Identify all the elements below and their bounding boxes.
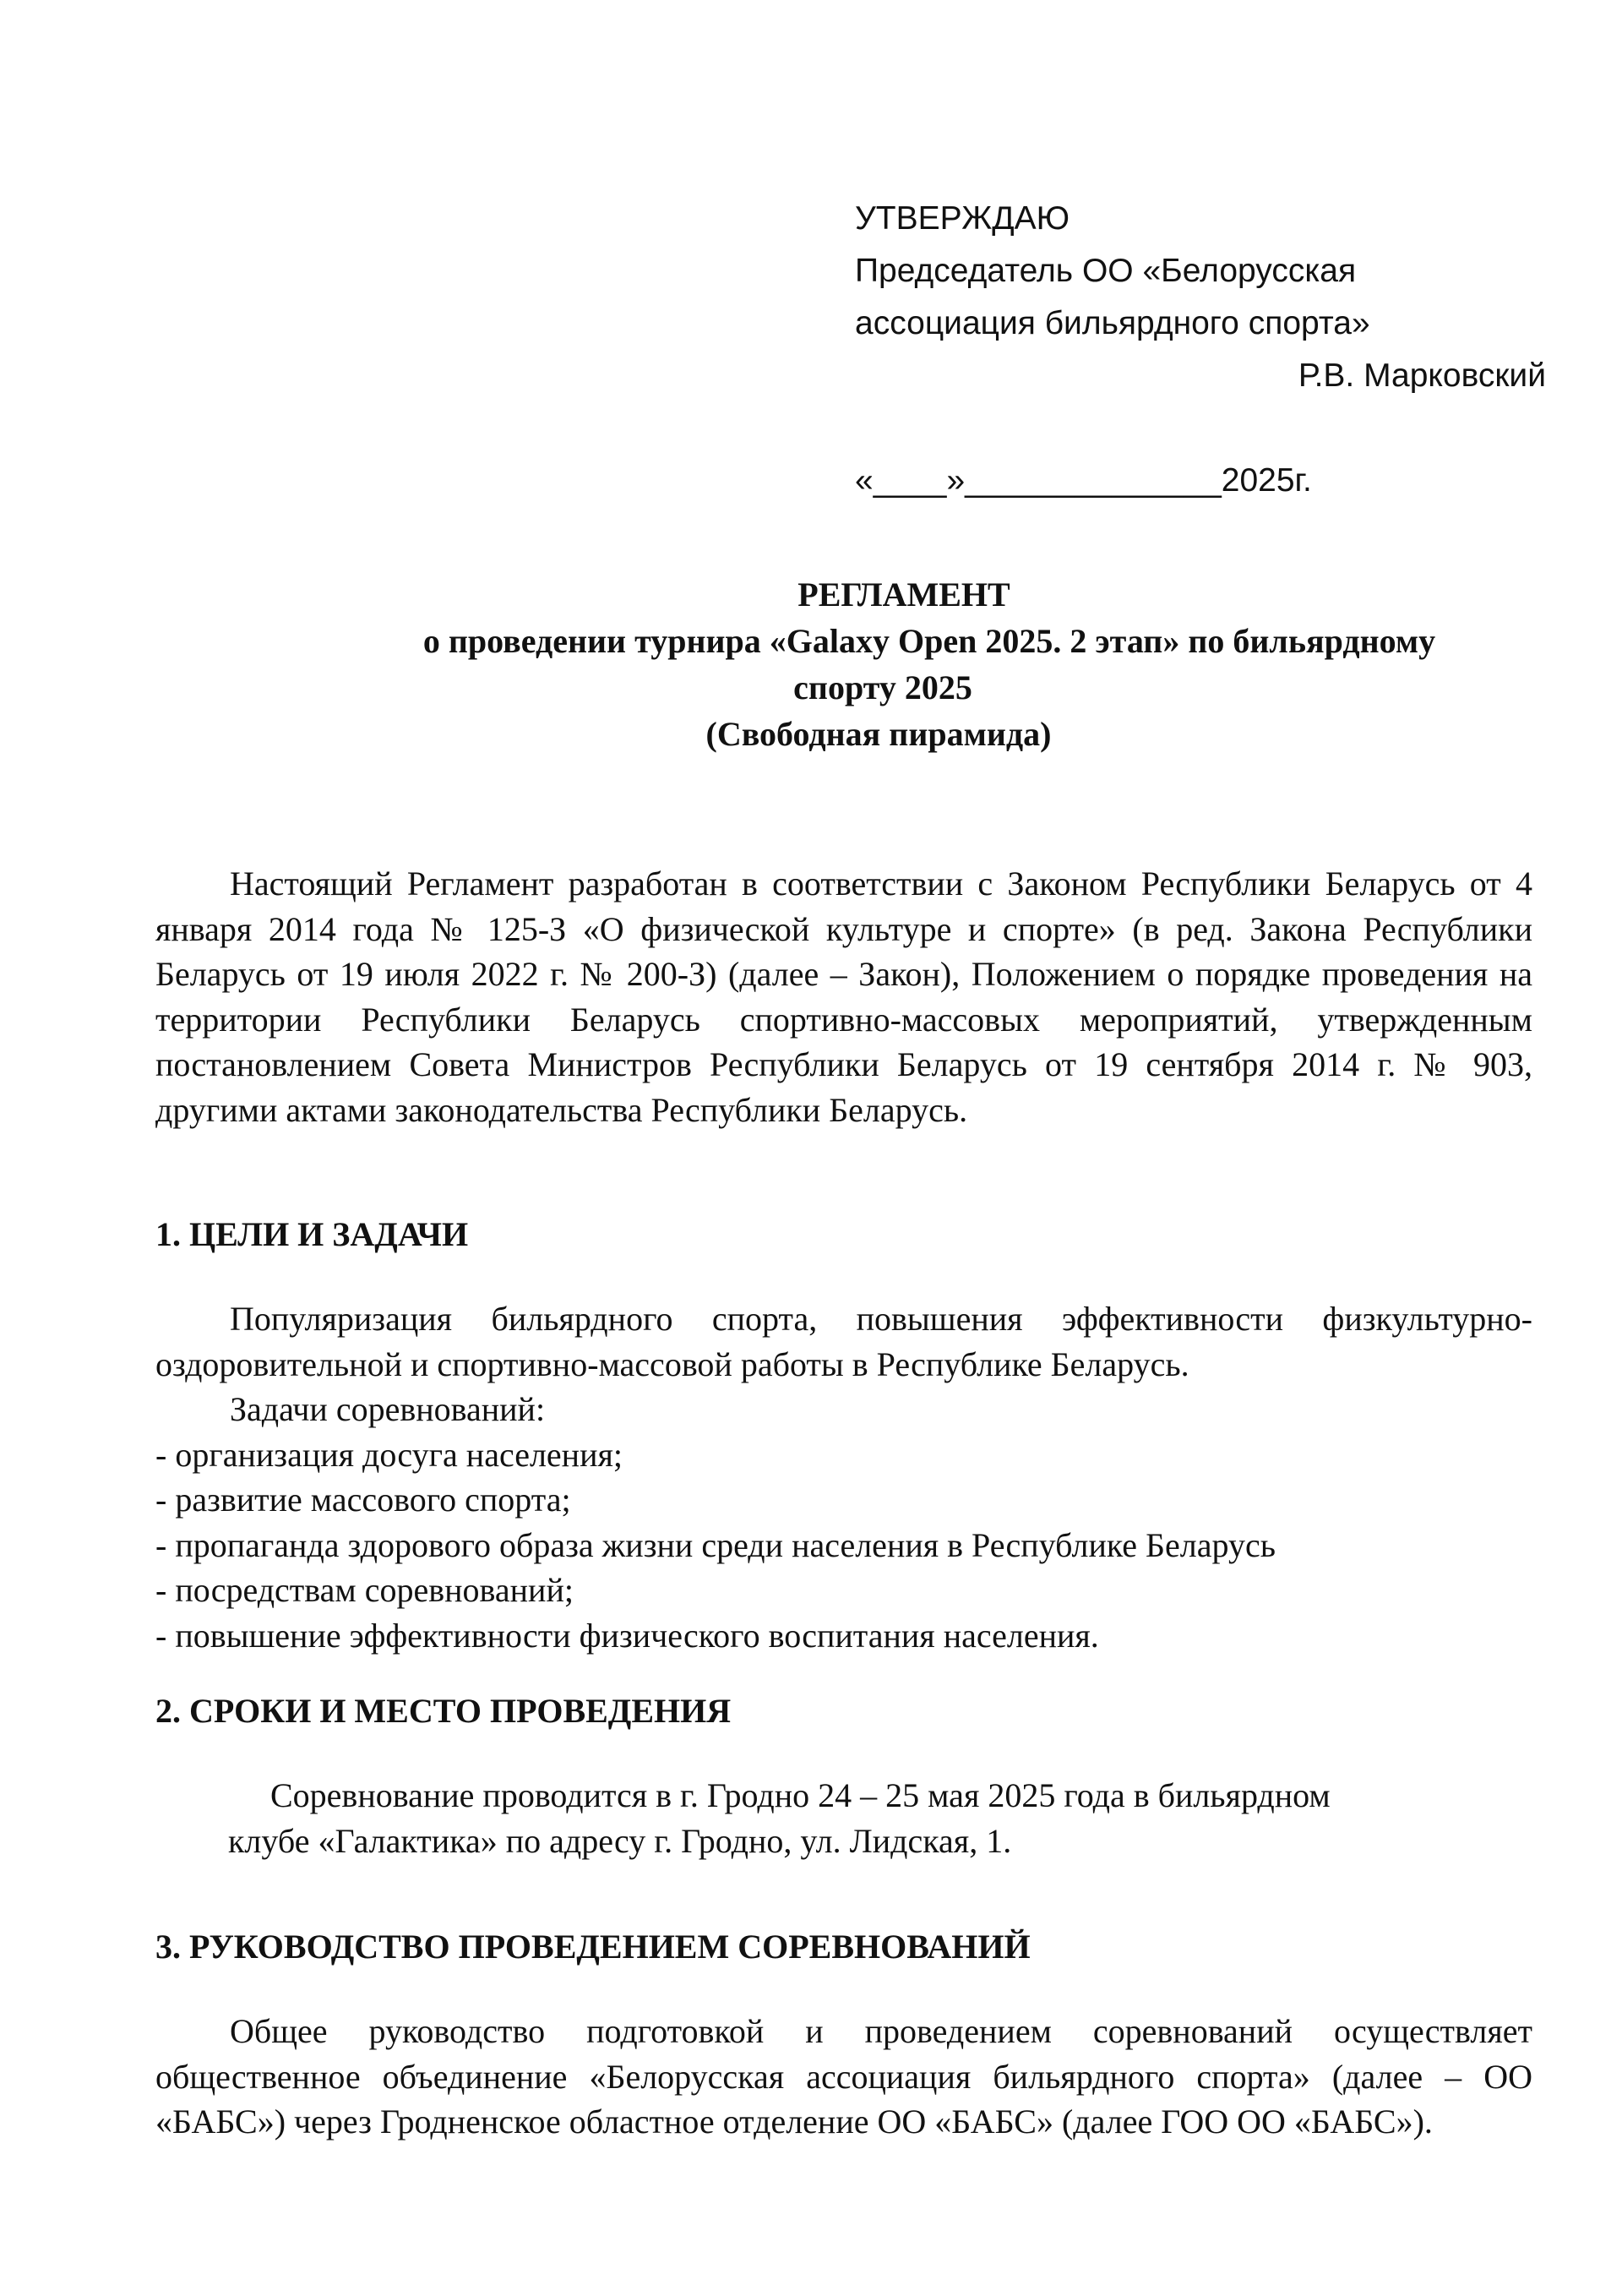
list-item: - развитие массового спорта; — [155, 1481, 571, 1519]
approval-organization: ассоциация бильярдного спорта» — [855, 305, 1370, 341]
section-2-line1: Соревнование проводится в г. Гродно 24 – 25 мая 2025 года в бильярдном — [270, 1776, 1331, 1814]
list-item: - повышение эффективности физического воспитания населения. — [155, 1616, 1099, 1655]
section-2-heading: 2. СРОКИ И МЕСТО ПРОВЕДЕНИЯ — [155, 1692, 732, 1730]
section-1-paragraph: Популяризация бильярдного спорта, повышения эффективности физкультурно-оздоровительной и спортивно-массовой работы в Республике Беларусь. — [155, 1300, 1532, 1383]
intro-paragraph: Настоящий Регламент разработан в соответствии с Законом Республики Беларусь от 4 января 2014 года № 125-З «О физической культуре и спорте» (в ред. Закона Республики Беларусь от 19 июля 2022 г. № 200-З) (далее – Закон), Положением о порядке проведения на территории Республики Беларусь спортивно-массовых мероприятий, утвержденным постановлением Совета Министров Республики Беларусь от 19 сентября 2014 г. № 903, другими актами законодательства Республики Беларусь. — [155, 864, 1532, 1129]
section-2-line2: клубе «Галактика» по адресу г. Гродно, ул. Лидская, 1. — [228, 1821, 1012, 1860]
section-3-paragraph: Общее руководство подготовкой и проведением соревнований осуществляет общественное объединение «Белорусская ассоциация бильярдного спорта» (далее – ОО «БАБС») через Гродненское областное отделение ОО «БАБС» (далее ГОО ОО «БАБС»). — [155, 2012, 1532, 2141]
document-title-block — [321, 571, 1538, 757]
document-title: РЕГЛАМЕНТ — [797, 575, 1010, 614]
intro-section — [155, 861, 1532, 1132]
section-2-body — [228, 1773, 1532, 1863]
list-item: - организация досуга населения; — [155, 1435, 623, 1474]
list-item: - посредствам соревнований; — [155, 1571, 574, 1609]
document-subtitle-line3: (Свободная пирамида) — [705, 715, 1052, 753]
document-subtitle: о проведении турнира «Galaxy Open 2025. 2 этап» по бильярдному — [422, 622, 1436, 660]
section-1-body — [155, 1296, 1532, 1658]
approval-title: УТВЕРЖДАЮ — [855, 200, 1070, 237]
list-item: - пропаганда здорового образа жизни среди населения в Республике Беларусь — [155, 1525, 1276, 1564]
section-1-tasks-label: Задачи соревнований: — [230, 1390, 546, 1428]
section-1-heading: 1. ЦЕЛИ И ЗАДАЧИ — [155, 1215, 469, 1253]
section-3-heading: 3. РУКОВОДСТВО ПРОВЕДЕНИЕМ СОРЕВНОВАНИЙ — [155, 1928, 1031, 1966]
document-subtitle-line2: спорту 2025 — [793, 668, 972, 706]
approval-block — [855, 193, 1548, 507]
approval-signer: Р.В. Марковский — [1298, 357, 1546, 394]
approval-date: «____»______________2025г. — [855, 462, 1312, 499]
approval-position: Председатель ОО «Белорусская — [855, 253, 1357, 289]
section-3-body — [155, 2009, 1532, 2145]
